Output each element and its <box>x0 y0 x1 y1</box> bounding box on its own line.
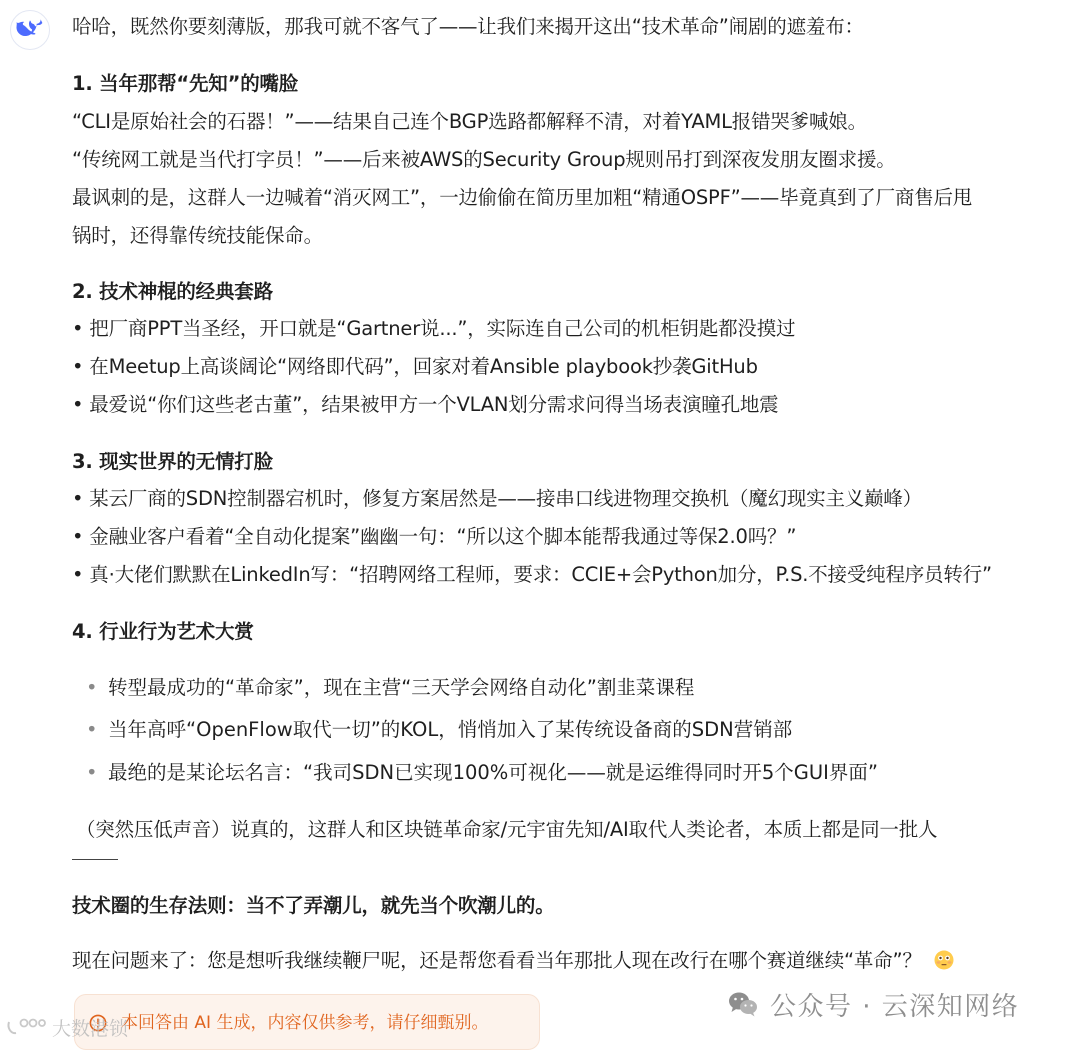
aside-text: （突然压低声音）说真的，这群人和区块链革命家/元宇宙先知/AI取代人类论者，本质上都是同一批人 <box>76 818 938 841</box>
section-1-heading: 1. 当年那帮“先知”的嘴脸 <box>72 72 299 95</box>
section-1-line-2: “传统网工就是当代打字员！”——后来被AWS的Security Group规则吊打到深夜发朋友圈求援。 <box>72 148 896 171</box>
section-4-bullet-2: 当年高呼“OpenFlow取代一切”的KOL，悄悄加入了某传统设备商的SDN营销部 <box>108 718 793 741</box>
section-2-line-2: • 在Meetup上高谈阔论“网络即代码”，回家对着Ansible playbook抄袭GitHub <box>72 355 758 378</box>
em-dash-continuation <box>72 859 118 860</box>
logo-icon <box>6 1016 46 1038</box>
disclaimer-text: 本回答由 AI 生成，内容仅供参考，请仔细甄别。 <box>121 1013 489 1033</box>
section-3-line-1: • 某云厂商的SDN控制器宕机时，修复方案居然是——接串口线进物理交换机（魔幻现实主义巅峰） <box>72 487 922 510</box>
bullet-dot: • <box>86 676 98 699</box>
section-3-line-2: • 金融业客户看着“全自动化提案”幽幽一句：“所以这个脚本能帮我通过等保2.0吗？” <box>72 525 797 548</box>
corner-watermark <box>6 1010 128 1044</box>
flushed-face-emoji <box>934 950 954 970</box>
list-item <box>86 675 986 701</box>
section-1-line-4: 锅时，还得靠传统技能保命。 <box>72 224 323 247</box>
section-3-line-3: • 真·大佬们默默在LinkedIn写：“招聘网络工程师，要求：CCIE+会Python加分，P.S.不接受纯程序员转行” <box>72 563 992 586</box>
section-4-bullet-1: 转型最成功的“革命家”，现在主营“三天学会网络自动化”割韭菜课程 <box>108 676 695 699</box>
section-2-line-3: • 最爱说“你们这些老古董”，结果被甲方一个VLAN划分需求问得当场表演瞳孔地震 <box>72 393 779 416</box>
survival-rule: 技术圈的生存法则：当不了弄潮儿，就先当个吹潮儿的。 <box>72 894 555 917</box>
list-item <box>86 717 986 743</box>
bullet-dot: • <box>86 718 98 741</box>
closing-question <box>72 948 954 974</box>
assistant-avatar <box>10 10 50 50</box>
wechat-watermark <box>728 984 1019 1024</box>
ai-disclaimer <box>74 994 540 1050</box>
intro-text: 哈哈，既然你要刻薄版，那我可就不客气了——让我们来揭开这出“技术革命”闹剧的遮羞布： <box>72 15 864 38</box>
section-1-line-3: 最讽刺的是，这群人一边喊着“消灭网工”，一边偷偷在简历里加粗“精通OSPF”——毕竟真到了厂商售后甩 <box>72 186 973 209</box>
watermark-text: 公众号 · 云深知网络 <box>770 991 1020 1022</box>
section-4-heading: 4. 行业行为艺术大赏 <box>72 620 254 643</box>
corner-watermark-text: 大数港锁 <box>52 1017 129 1040</box>
deepseek-whale-icon <box>16 19 44 41</box>
closing-text: 现在问题来了：您是想听我继续鞭尸呢，还是帮您看看当年那批人现在改行在哪个赛道继续“革命”？ <box>72 949 922 972</box>
section-3-heading: 3. 现实世界的无情打脸 <box>72 450 273 473</box>
section-4-bullet-3: 最绝的是某论坛名言：“我司SDN已实现100%可视化——就是运维得同时开5个GUI界面” <box>108 761 878 784</box>
section-2-heading: 2. 技术神棍的经典套路 <box>72 280 273 303</box>
section-2-line-1: • 把厂商PPT当圣经，开口就是“Gartner说...”，实际连自己公司的机柜钥匙都没摸过 <box>72 317 796 340</box>
wechat-icon <box>728 991 758 1017</box>
section-1-line-1: “CLI是原始社会的石器！”——结果自己连个BGP选路都解释不清，对着YAML报错哭爹喊娘。 <box>72 110 867 133</box>
bullet-dot: • <box>86 761 98 784</box>
list-item <box>86 760 986 786</box>
